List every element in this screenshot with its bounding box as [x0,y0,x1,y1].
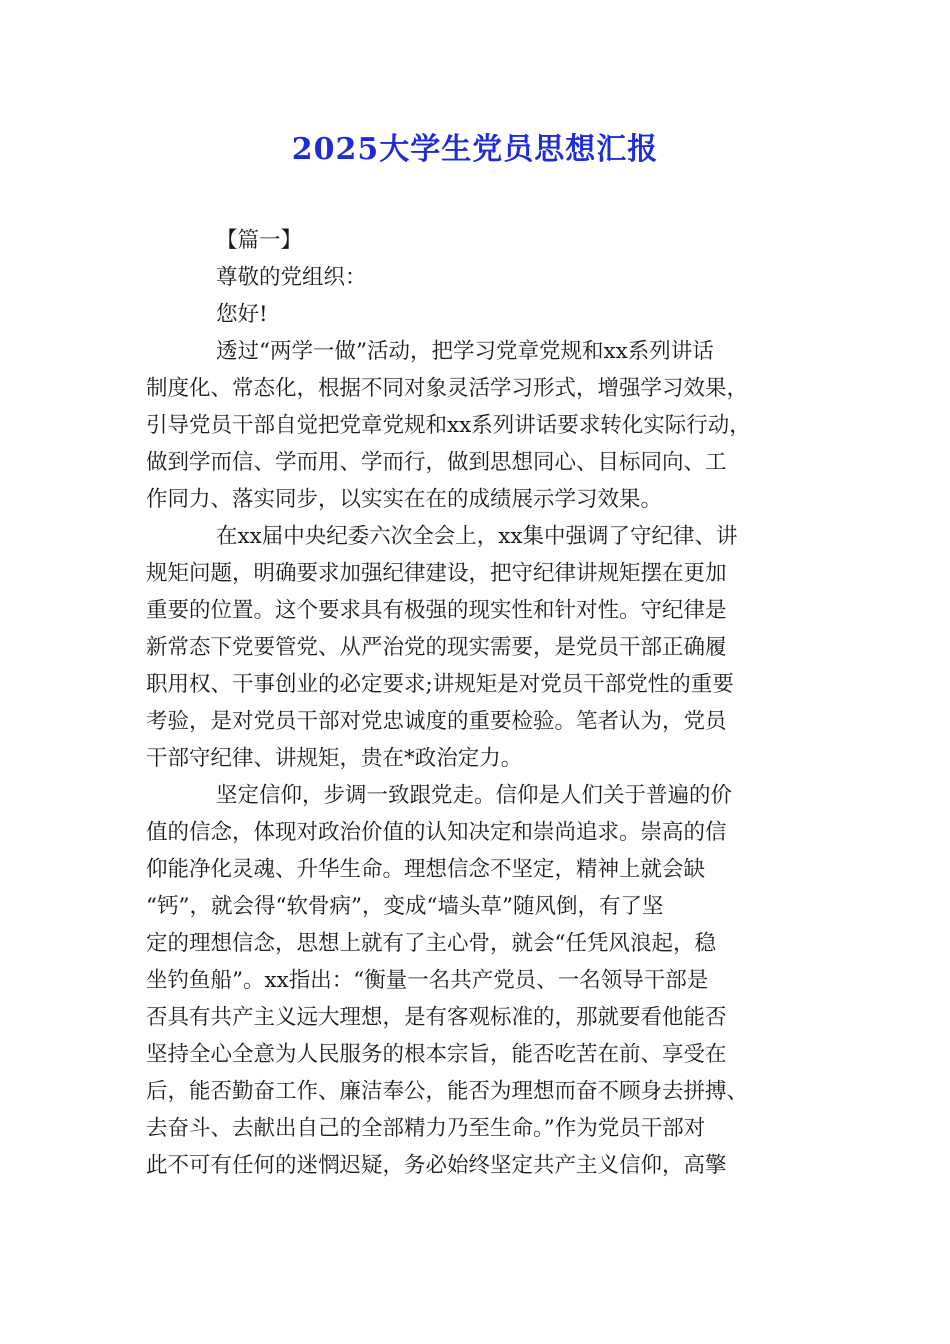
text-line: 去奋斗、去献出自己的全部精力乃至生命。”作为党员干部对 [146,1116,706,1141]
text-line: “钙”，就会得“软骨病”，变成“墙头草”随风倒，有了坚 [146,894,664,919]
text-line: 引导党员干部自觉把党章党规和xx系列讲话要求转化实际行动， [146,413,751,438]
text-line: 此不可有任何的迷惘迟疑，务必始终坚定共产主义信仰，高擎 [146,1153,727,1178]
text-line: 规矩问题，明确要求加强纪律建设，把守纪律讲规矩摆在更加 [146,561,727,586]
text-line: 透过“两学一做”活动，把学习党章党规和xx系列讲话 [216,339,714,364]
text-line: 在xx届中央纪委六次全会上，xx集中强调了守纪律、讲 [216,524,738,549]
text-line: 干部守纪律、讲规矩，贵在*政治定力。 [146,746,523,771]
text-line: 坐钓鱼船”。xx指出：“衡量一名共产党员、一名领导干部是 [146,968,709,993]
text-line: 制度化、常态化，根据不同对象灵活学习形式，增强学习效果， [146,376,749,401]
text-line: 坚持全心全意为人民服务的根本宗旨，能否吃苦在前、享受在 [146,1042,727,1067]
text-line: 值的信念，体现对政治价值的认知决定和崇尚追求。崇高的信 [146,820,727,845]
text-line: 作同力、落实同步，以实实在在的成绩展示学习效果。 [146,487,663,512]
text-line: 职用权、干事创业的必定要求;讲规矩是对党员干部党性的重要 [146,672,734,697]
text-line: 做到学而信、学而用、学而行，做到思想同心、目标同向、工 [146,450,727,475]
text-line: 新常态下党要管党、从严治党的现实需要，是党员干部正确履 [146,635,727,660]
document-body [146,222,814,1184]
text-line: 重要的位置。这个要求具有极强的现实性和针对性。守纪律是 [146,598,727,623]
text-line: 您好! [216,302,268,327]
text-line: 仰能净化灵魂、升华生命。理想信念不坚定，精神上就会缺 [146,857,706,882]
text-line: 坚定信仰，步调一致跟党走。信仰是人们关于普遍的价 [216,783,733,808]
text-line: 尊敬的党组织： [216,265,367,290]
text-line: 考验，是对党员干部对党忠诚度的重要检验。笔者认为，党员 [146,709,727,734]
document-title: 2025大学生党员思想汇报 [291,132,659,167]
text-line: 定的理想信念，思想上就有了主心骨，就会“任凭风浪起，稳 [146,931,716,956]
text-line: 【篇一】 [216,228,303,253]
text-line: 后，能否勤奋工作、廉洁奉公，能否为理想而奋不顾身去拼搏、 [146,1079,749,1104]
text-line: 否具有共产主义远大理想，是有客观标准的，那就要看他能否 [146,1005,727,1030]
